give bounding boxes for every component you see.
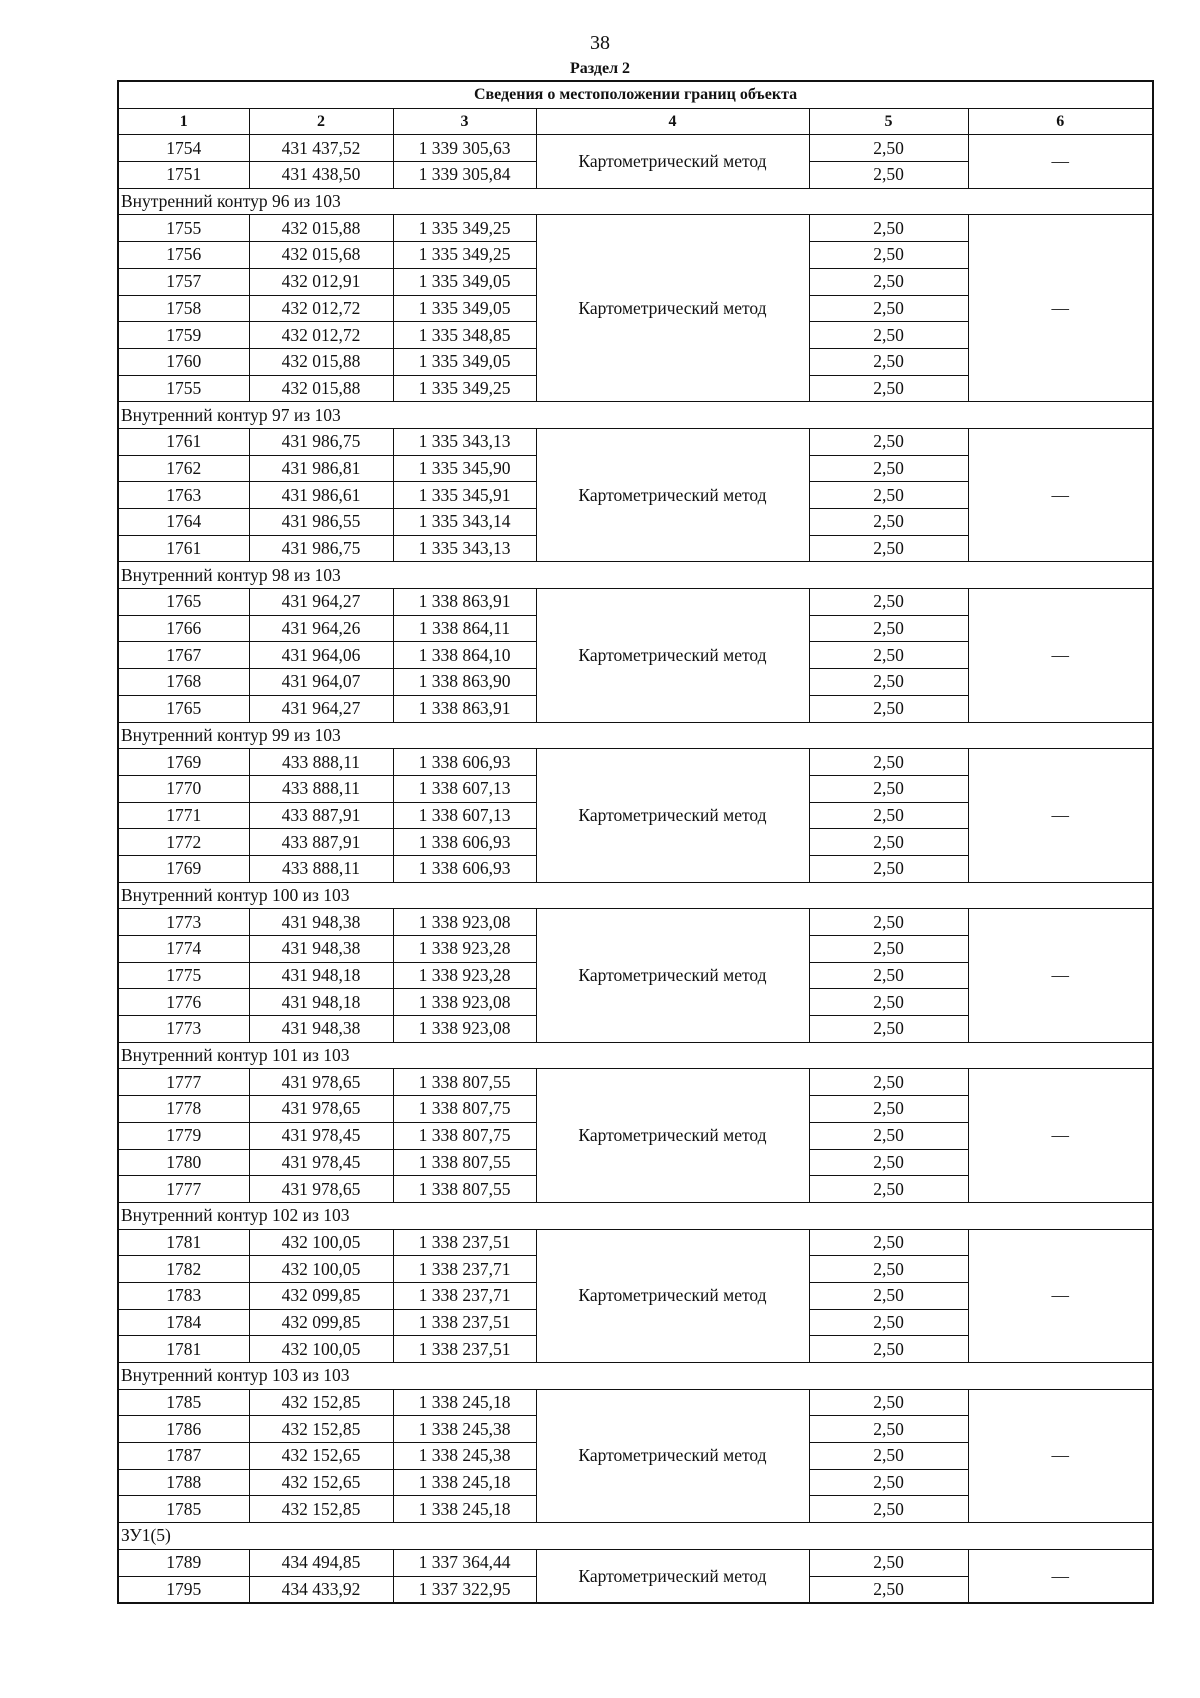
contour-label-row	[118, 1523, 1153, 1550]
point-number: 1795	[118, 1576, 249, 1603]
accuracy-cell: 2,50	[809, 455, 968, 482]
accuracy-cell: 2,50	[809, 1016, 968, 1043]
method-cell: Картометрический метод	[536, 909, 809, 1042]
accuracy-cell: 2,50	[809, 215, 968, 242]
contour-label: Внутренний контур 99 из 103	[118, 722, 1153, 749]
coord-x: 431 978,65	[249, 1176, 393, 1203]
coord-x: 432 100,05	[249, 1256, 393, 1283]
accuracy-cell: 2,50	[809, 615, 968, 642]
contour-label-row	[118, 722, 1153, 749]
description-cell: —	[968, 1229, 1153, 1362]
point-number: 1765	[118, 695, 249, 722]
coord-x: 431 978,45	[249, 1149, 393, 1176]
table-row	[118, 135, 1153, 162]
point-number: 1778	[118, 1096, 249, 1123]
description-cell: —	[968, 1389, 1153, 1522]
coord-y: 1 335 345,90	[393, 455, 536, 482]
accuracy-cell: 2,50	[809, 1469, 968, 1496]
coord-x: 431 986,75	[249, 428, 393, 455]
section-title: Раздел 2	[569, 60, 631, 77]
coord-x: 432 015,88	[249, 348, 393, 375]
contour-label: Внутренний контур 101 из 103	[118, 1042, 1153, 1069]
coord-y: 1 338 606,93	[393, 749, 536, 776]
contour-label-row	[118, 1363, 1153, 1390]
accuracy-cell: 2,50	[809, 509, 968, 536]
accuracy-cell: 2,50	[809, 1416, 968, 1443]
table-row	[118, 1389, 1153, 1416]
coord-x: 433 888,11	[249, 855, 393, 882]
point-number: 1781	[118, 1229, 249, 1256]
point-number: 1769	[118, 749, 249, 776]
accuracy-cell: 2,50	[809, 1256, 968, 1283]
table-title: Сведения о местоположении границ объекта	[118, 81, 1153, 108]
coord-y: 1 335 349,05	[393, 295, 536, 322]
point-number: 1771	[118, 802, 249, 829]
coord-x: 432 099,85	[249, 1282, 393, 1309]
point-number: 1780	[118, 1149, 249, 1176]
point-number: 1757	[118, 268, 249, 295]
coord-y: 1 338 237,51	[393, 1309, 536, 1336]
point-number: 1768	[118, 669, 249, 696]
coord-x: 432 152,65	[249, 1469, 393, 1496]
point-number: 1769	[118, 855, 249, 882]
coord-y: 1 338 245,18	[393, 1389, 536, 1416]
point-number: 1761	[118, 428, 249, 455]
coord-x: 431 437,52	[249, 135, 393, 162]
coord-x: 431 964,27	[249, 589, 393, 616]
accuracy-cell: 2,50	[809, 268, 968, 295]
point-number: 1762	[118, 455, 249, 482]
coord-y: 1 338 245,38	[393, 1443, 536, 1470]
coord-y: 1 335 345,91	[393, 482, 536, 509]
description-cell: —	[968, 135, 1153, 188]
point-number: 1785	[118, 1496, 249, 1523]
coord-y: 1 338 863,91	[393, 589, 536, 616]
column-number: 5	[809, 108, 968, 135]
point-number: 1765	[118, 589, 249, 616]
method-cell: Картометрический метод	[536, 1229, 809, 1362]
coord-y: 1 338 807,55	[393, 1176, 536, 1203]
contour-label: Внутренний контур 96 из 103	[118, 188, 1153, 215]
coord-x: 434 433,92	[249, 1576, 393, 1603]
coord-x: 431 948,38	[249, 1016, 393, 1043]
accuracy-cell: 2,50	[809, 855, 968, 882]
contour-label: Внутренний контур 100 из 103	[118, 882, 1153, 909]
column-number-row	[118, 108, 1153, 135]
coord-x: 431 964,26	[249, 615, 393, 642]
accuracy-cell: 2,50	[809, 375, 968, 402]
coord-y: 1 338 606,93	[393, 855, 536, 882]
coord-y: 1 338 245,18	[393, 1469, 536, 1496]
coord-y: 1 338 607,13	[393, 775, 536, 802]
coord-x: 433 888,11	[249, 749, 393, 776]
method-cell: Картометрический метод	[536, 1549, 809, 1603]
contour-label: Внутренний контур 103 из 103	[118, 1363, 1153, 1390]
accuracy-cell: 2,50	[809, 829, 968, 856]
accuracy-cell: 2,50	[809, 1576, 968, 1603]
table-row	[118, 909, 1153, 936]
coord-y: 1 338 807,75	[393, 1096, 536, 1123]
contour-label: Внутренний контур 102 из 103	[118, 1202, 1153, 1229]
point-number: 1785	[118, 1389, 249, 1416]
coord-x: 431 964,07	[249, 669, 393, 696]
coord-y: 1 338 923,08	[393, 989, 536, 1016]
accuracy-cell: 2,50	[809, 1282, 968, 1309]
coord-x: 431 438,50	[249, 162, 393, 189]
accuracy-cell: 2,50	[809, 242, 968, 269]
coord-x: 433 887,91	[249, 829, 393, 856]
method-cell: Картометрический метод	[536, 428, 809, 561]
accuracy-cell: 2,50	[809, 775, 968, 802]
point-number: 1775	[118, 962, 249, 989]
column-number: 3	[393, 108, 536, 135]
description-cell: —	[968, 589, 1153, 722]
column-number: 1	[118, 108, 249, 135]
accuracy-cell: 2,50	[809, 428, 968, 455]
point-number: 1755	[118, 215, 249, 242]
contour-label-row	[118, 1202, 1153, 1229]
accuracy-cell: 2,50	[809, 1069, 968, 1096]
point-number: 1777	[118, 1069, 249, 1096]
coord-y: 1 338 923,28	[393, 962, 536, 989]
point-number: 1781	[118, 1336, 249, 1363]
point-number: 1787	[118, 1443, 249, 1470]
coord-x: 431 986,75	[249, 535, 393, 562]
coord-y: 1 338 923,08	[393, 1016, 536, 1043]
point-number: 1788	[118, 1469, 249, 1496]
coord-y: 1 339 305,84	[393, 162, 536, 189]
boundary-table	[117, 80, 1154, 1604]
column-number: 2	[249, 108, 393, 135]
accuracy-cell: 2,50	[809, 1389, 968, 1416]
coord-y: 1 338 863,91	[393, 695, 536, 722]
point-number: 1756	[118, 242, 249, 269]
accuracy-cell: 2,50	[809, 1443, 968, 1470]
coord-x: 431 948,18	[249, 989, 393, 1016]
coord-x: 431 978,65	[249, 1069, 393, 1096]
point-number: 1759	[118, 322, 249, 349]
coord-y: 1 335 349,05	[393, 348, 536, 375]
coord-x: 432 012,72	[249, 322, 393, 349]
coord-y: 1 337 322,95	[393, 1576, 536, 1603]
contour-label-row	[118, 1042, 1153, 1069]
point-number: 1779	[118, 1122, 249, 1149]
coord-x: 432 100,05	[249, 1229, 393, 1256]
point-number: 1773	[118, 1016, 249, 1043]
accuracy-cell: 2,50	[809, 162, 968, 189]
accuracy-cell: 2,50	[809, 322, 968, 349]
coord-x: 432 152,85	[249, 1496, 393, 1523]
coord-y: 1 338 237,71	[393, 1282, 536, 1309]
coord-x: 431 948,38	[249, 936, 393, 963]
method-cell: Картометрический метод	[536, 749, 809, 882]
coord-y: 1 335 349,25	[393, 242, 536, 269]
description-cell: —	[968, 1069, 1153, 1202]
column-number: 6	[968, 108, 1153, 135]
accuracy-cell: 2,50	[809, 348, 968, 375]
coord-y: 1 338 237,51	[393, 1336, 536, 1363]
accuracy-cell: 2,50	[809, 535, 968, 562]
coord-y: 1 335 349,05	[393, 268, 536, 295]
point-number: 1770	[118, 775, 249, 802]
coord-y: 1 335 343,13	[393, 428, 536, 455]
coord-y: 1 338 606,93	[393, 829, 536, 856]
contour-label-row	[118, 562, 1153, 589]
coord-y: 1 338 245,38	[393, 1416, 536, 1443]
contour-label: Внутренний контур 98 из 103	[118, 562, 1153, 589]
accuracy-cell: 2,50	[809, 802, 968, 829]
table-row	[118, 1549, 1153, 1576]
point-number: 1754	[118, 135, 249, 162]
coord-x: 432 012,91	[249, 268, 393, 295]
coord-y: 1 338 807,55	[393, 1069, 536, 1096]
contour-label-row	[118, 882, 1153, 909]
coord-y: 1 338 863,90	[393, 669, 536, 696]
coord-y: 1 338 923,08	[393, 909, 536, 936]
accuracy-cell: 2,50	[809, 482, 968, 509]
coord-x: 431 978,45	[249, 1122, 393, 1149]
accuracy-cell: 2,50	[809, 1309, 968, 1336]
accuracy-cell: 2,50	[809, 135, 968, 162]
accuracy-cell: 2,50	[809, 989, 968, 1016]
accuracy-cell: 2,50	[809, 1549, 968, 1576]
point-number: 1786	[118, 1416, 249, 1443]
coord-y: 1 335 349,25	[393, 375, 536, 402]
accuracy-cell: 2,50	[809, 1096, 968, 1123]
accuracy-cell: 2,50	[809, 1336, 968, 1363]
point-number: 1766	[118, 615, 249, 642]
page-number: 38	[590, 32, 610, 54]
coord-x: 433 888,11	[249, 775, 393, 802]
point-number: 1758	[118, 295, 249, 322]
method-cell: Картометрический метод	[536, 135, 809, 188]
point-number: 1783	[118, 1282, 249, 1309]
coord-y: 1 338 807,75	[393, 1122, 536, 1149]
coord-x: 431 986,55	[249, 509, 393, 536]
point-number: 1761	[118, 535, 249, 562]
point-number: 1764	[118, 509, 249, 536]
coord-y: 1 338 923,28	[393, 936, 536, 963]
accuracy-cell: 2,50	[809, 1229, 968, 1256]
point-number: 1773	[118, 909, 249, 936]
coord-x: 432 099,85	[249, 1309, 393, 1336]
coord-x: 432 015,88	[249, 375, 393, 402]
coord-x: 431 986,81	[249, 455, 393, 482]
table-row	[118, 215, 1153, 242]
point-number: 1760	[118, 348, 249, 375]
table-row	[118, 589, 1153, 616]
coord-x: 431 978,65	[249, 1096, 393, 1123]
accuracy-cell: 2,50	[809, 669, 968, 696]
coord-x: 431 948,18	[249, 962, 393, 989]
accuracy-cell: 2,50	[809, 295, 968, 322]
coord-x: 432 152,65	[249, 1443, 393, 1470]
coord-y: 1 335 343,13	[393, 535, 536, 562]
accuracy-cell: 2,50	[809, 936, 968, 963]
coord-y: 1 338 237,51	[393, 1229, 536, 1256]
point-number: 1784	[118, 1309, 249, 1336]
coord-x: 431 964,06	[249, 642, 393, 669]
contour-label: Внутренний контур 97 из 103	[118, 402, 1153, 429]
coord-x: 433 887,91	[249, 802, 393, 829]
description-cell: —	[968, 909, 1153, 1042]
description-cell: —	[968, 749, 1153, 882]
coord-x: 432 015,88	[249, 215, 393, 242]
table-row	[118, 749, 1153, 776]
coord-x: 432 015,68	[249, 242, 393, 269]
point-number: 1767	[118, 642, 249, 669]
accuracy-cell: 2,50	[809, 1176, 968, 1203]
table-row	[118, 1229, 1153, 1256]
point-number: 1782	[118, 1256, 249, 1283]
table-row	[118, 428, 1153, 455]
column-number: 4	[536, 108, 809, 135]
accuracy-cell: 2,50	[809, 909, 968, 936]
accuracy-cell: 2,50	[809, 1122, 968, 1149]
point-number: 1789	[118, 1549, 249, 1576]
coord-y: 1 338 607,13	[393, 802, 536, 829]
coord-x: 432 152,85	[249, 1389, 393, 1416]
point-number: 1776	[118, 989, 249, 1016]
description-cell: —	[968, 428, 1153, 561]
accuracy-cell: 2,50	[809, 1149, 968, 1176]
coord-x: 431 964,27	[249, 695, 393, 722]
coord-x: 431 948,38	[249, 909, 393, 936]
point-number: 1774	[118, 936, 249, 963]
coord-y: 1 338 237,71	[393, 1256, 536, 1283]
contour-label: ЗУ1(5)	[118, 1523, 1153, 1550]
coord-y: 1 335 343,14	[393, 509, 536, 536]
coord-x: 432 152,85	[249, 1416, 393, 1443]
accuracy-cell: 2,50	[809, 749, 968, 776]
coord-x: 432 100,05	[249, 1336, 393, 1363]
accuracy-cell: 2,50	[809, 589, 968, 616]
method-cell: Картометрический метод	[536, 1389, 809, 1522]
point-number: 1755	[118, 375, 249, 402]
accuracy-cell: 2,50	[809, 1496, 968, 1523]
method-cell: Картометрический метод	[536, 589, 809, 722]
accuracy-cell: 2,50	[809, 642, 968, 669]
description-cell: —	[968, 215, 1153, 402]
point-number: 1772	[118, 829, 249, 856]
contour-label-row	[118, 188, 1153, 215]
coord-y: 1 339 305,63	[393, 135, 536, 162]
point-number: 1763	[118, 482, 249, 509]
coord-y: 1 338 864,11	[393, 615, 536, 642]
accuracy-cell: 2,50	[809, 695, 968, 722]
coord-x: 434 494,85	[249, 1549, 393, 1576]
coord-x: 431 986,61	[249, 482, 393, 509]
point-number: 1751	[118, 162, 249, 189]
coord-y: 1 338 807,55	[393, 1149, 536, 1176]
coord-y: 1 335 348,85	[393, 322, 536, 349]
contour-label-row	[118, 402, 1153, 429]
method-cell: Картометрический метод	[536, 215, 809, 402]
method-cell: Картометрический метод	[536, 1069, 809, 1202]
table-row	[118, 1069, 1153, 1096]
coord-x: 432 012,72	[249, 295, 393, 322]
coord-y: 1 335 349,25	[393, 215, 536, 242]
accuracy-cell: 2,50	[809, 962, 968, 989]
description-cell: —	[968, 1549, 1153, 1603]
coord-y: 1 338 864,10	[393, 642, 536, 669]
point-number: 1777	[118, 1176, 249, 1203]
coord-y: 1 338 245,18	[393, 1496, 536, 1523]
coord-y: 1 337 364,44	[393, 1549, 536, 1576]
